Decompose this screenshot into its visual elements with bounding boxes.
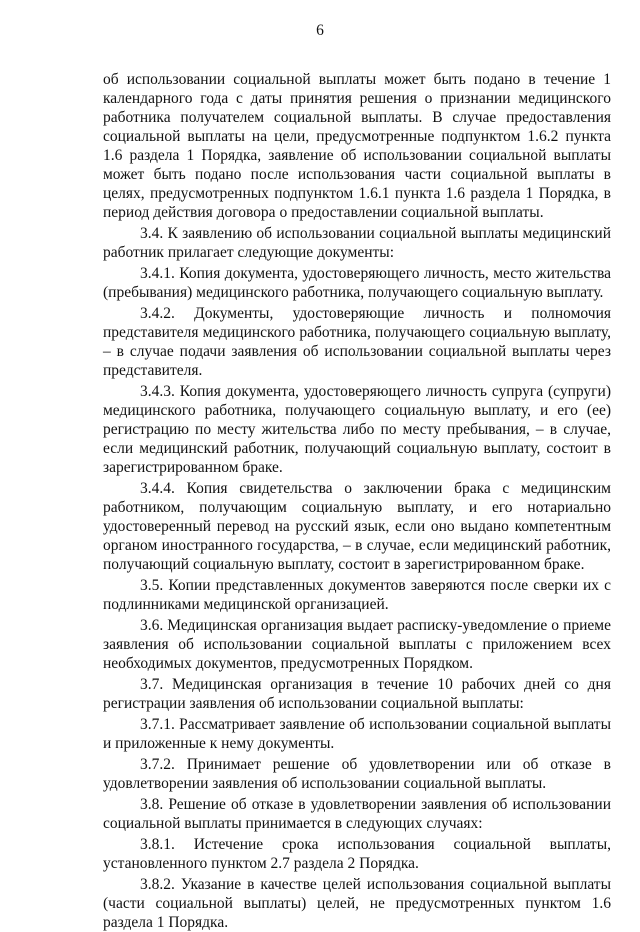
paragraph-continuation: об использовании социальной выплаты может быть подано в течение 1 календарного года с даты принятия решения о признании медицинского работника получателем социальной выплаты. В случае предоставления социальной выплаты на цели, предусмотренные подпунктом 1.6.2 пункта 1.6 раздела 1 Порядка, заявление об использовании социальной выплаты может быть подано после использования части социальной выплаты в целях, предусмотренных подпунктом 1.6.1 пункта 1.6 раздела 1 Порядка, в период действия договора о предоставлении социальной выплаты. [103, 71, 611, 221]
paragraph-3-7-2: 3.7.2. Принимает решение об удовлетворении или об отказе в удовлетворении заявления об использовании социальной выплаты. [103, 756, 611, 792]
paragraph-3-4-1: 3.4.1. Копия документа, удостоверяющего личность, место жительства (пребывания) медицинского работника, получающего социальную выплату. [103, 265, 611, 301]
paragraph-3-8-2: 3.8.2. Указание в качестве целей использования социальной выплаты (части социальной выплаты) целей, не предусмотренных пунктом 1.6 раздела 1 Порядка. [103, 876, 611, 931]
paragraph-3-6: 3.6. Медицинская организация выдает расписку-уведомление о приеме заявления об использовании социальной выплаты с приложением всех необходимых документов, предусмотренных Порядком. [103, 617, 611, 672]
paragraph-3-7-1: 3.7.1. Рассматривает заявление об использовании социальной выплаты и приложенные к нему документы. [103, 716, 611, 752]
document-body [103, 70, 611, 932]
paragraph-3-5: 3.5. Копии представленных документов заверяются после сверки их с подлинниками медицинской организацией. [103, 577, 611, 613]
paragraph-3-8-1: 3.8.1. Истечение срока использования социальной выплаты, установленного пунктом 2.7 раздела 2 Порядка. [103, 836, 611, 872]
page-number: 6 [316, 22, 324, 39]
paragraph-3-4: 3.4. К заявлению об использовании социальной выплаты медицинский работник прилагает следующие документы: [103, 225, 611, 261]
paragraph-3-7: 3.7. Медицинская организация в течение 10 рабочих дней со дня регистрации заявления об использовании социальной выплаты: [103, 676, 611, 712]
paragraph-3-4-3: 3.4.3. Копия документа, удостоверяющего личность супруга (супруги) медицинского работника, получающего социальную выплату, и его (ее) регистрацию по месту жительства либо по месту пребывания, – в случае, если медицинский работник, получающий социальную выплату, состоит в зарегистрированном браке. [103, 383, 611, 476]
paragraph-3-8: 3.8. Решение об отказе в удовлетворении заявления об использовании социальной выплаты принимается в следующих случаях: [103, 796, 611, 832]
paragraph-3-4-2: 3.4.2. Документы, удостоверяющие личность и полномочия представителя медицинского работника, получающего социальную выплату, – в случае подачи заявления об использовании социальной выплаты через представителя. [103, 305, 611, 379]
paragraph-3-4-4: 3.4.4. Копия свидетельства о заключении брака с медицинским работником, получающим социальную выплату, и его нотариально удостоверенный перевод на русский язык, если оно выдано компетентным органом иностранного государства, – в случае, если медицинский работник, получающий социальную выплату, состоит в зарегистрированном браке. [103, 480, 611, 573]
